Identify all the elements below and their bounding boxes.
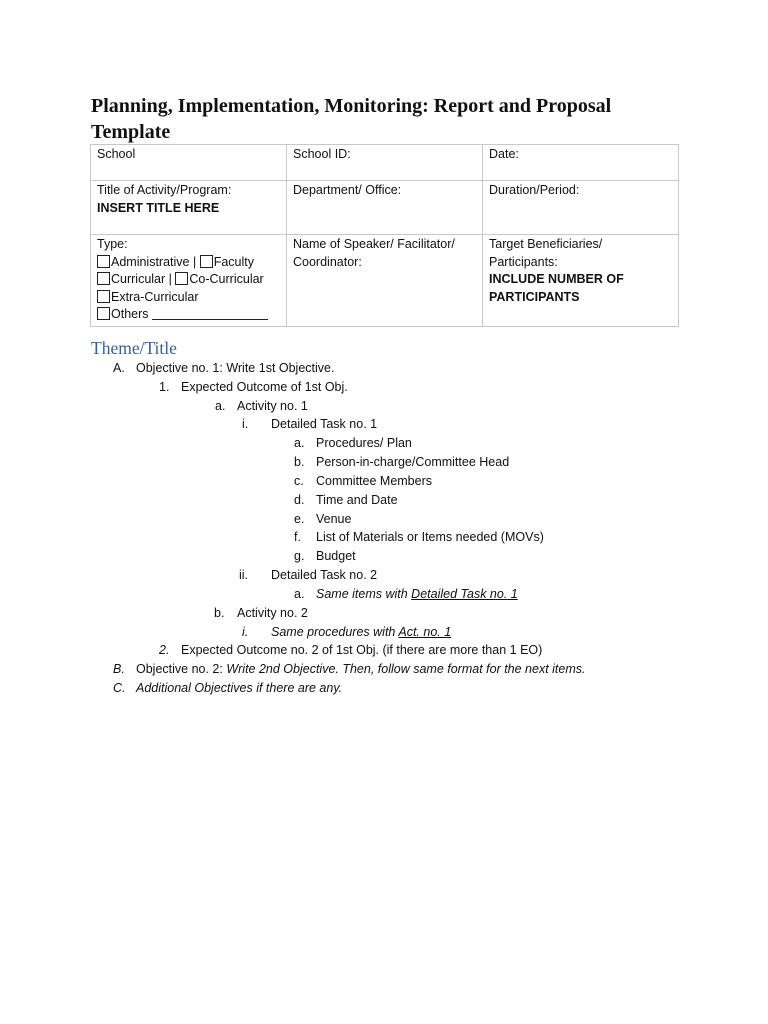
detailed-task-reference: Detailed Task no. 1 — [411, 587, 518, 601]
department-label: Department/ Office: — [293, 183, 402, 197]
table-row — [91, 235, 679, 327]
list-marker: e. — [294, 512, 305, 526]
school-label: School — [97, 147, 136, 161]
list-marker: C. — [113, 681, 126, 695]
list-item-text — [271, 623, 451, 641]
list-item-text: Expected Outcome of 1st Obj. — [181, 380, 348, 394]
list-marker: d. — [294, 493, 305, 507]
list-marker: B. — [113, 662, 125, 676]
list-marker: g. — [294, 549, 305, 563]
others-checkbox[interactable] — [97, 307, 110, 320]
speaker-cell[interactable] — [287, 235, 483, 327]
list-item-text: Activity no. 1 — [237, 399, 308, 413]
duration-cell[interactable] — [483, 181, 679, 235]
list-item-text — [136, 660, 586, 678]
title-value: INSERT TITLE HERE — [97, 200, 220, 215]
list-marker: b. — [294, 455, 305, 469]
list-item-text — [316, 585, 518, 603]
others-label: Others — [111, 307, 149, 321]
extra-curricular-label: Extra-Curricular — [111, 289, 199, 304]
others-blank-field[interactable] — [152, 307, 268, 320]
document-title: Planning, Implementation, Monitoring: Report and Proposal Template — [91, 95, 612, 143]
table-row — [91, 145, 679, 181]
school-id-label: School ID: — [293, 147, 351, 161]
type-label: Type: — [97, 237, 128, 251]
list-item-text: Venue — [316, 512, 352, 526]
objective-2-prefix: Objective no. 2: — [136, 662, 227, 676]
target-cell[interactable] — [483, 235, 679, 327]
list-marker: a. — [294, 436, 305, 450]
list-item-text: Person-in-charge/Committee Head — [316, 455, 510, 469]
activity-reference: Act. no. 1 — [398, 625, 452, 639]
target-value: INCLUDE NUMBER OF PARTICIPANTS — [489, 272, 624, 304]
speaker-label: Name of Speaker/ Facilitator/ Coordinator: — [293, 237, 455, 269]
type-cell — [91, 235, 287, 327]
list-marker: i. — [242, 417, 249, 431]
list-item-text: Committee Members — [316, 474, 432, 488]
faculty-checkbox[interactable] — [200, 255, 213, 268]
date-label: Date: — [489, 147, 519, 161]
extra-curricular-checkbox[interactable] — [97, 290, 110, 303]
same-items-prefix: Same items with — [316, 587, 412, 601]
list-marker: b. — [214, 606, 225, 620]
list-item-text: Time and Date — [316, 493, 398, 507]
list-item-text: Objective no. 1: Write 1st Objective. — [136, 361, 335, 375]
school-cell[interactable] — [91, 145, 287, 181]
list-marker: ii. — [239, 568, 249, 582]
list-marker: A. — [113, 361, 125, 375]
list-marker: c. — [294, 474, 304, 488]
info-table — [90, 144, 679, 327]
objective-2-instruction: Write 2nd Objective. Then, follow same format for the next items. — [226, 662, 586, 676]
duration-label: Duration/Period: — [489, 183, 580, 197]
list-marker: a. — [215, 399, 226, 413]
faculty-label: Faculty — [213, 254, 254, 269]
list-marker: a. — [294, 587, 305, 601]
list-item-text: List of Materials or Items needed (MOVs) — [316, 530, 544, 544]
list-item-text: Detailed Task no. 2 — [271, 568, 378, 582]
co-curricular-checkbox[interactable] — [175, 272, 188, 285]
curricular-label: Curricular | — [111, 272, 172, 286]
co-curricular-label: Co-Curricular — [189, 272, 264, 286]
list-item-text: Activity no. 2 — [237, 606, 308, 620]
list-item-text: Additional Objectives if there are any. — [136, 681, 343, 695]
list-marker: 2. — [159, 643, 170, 657]
target-label: Target Beneficiaries/ Participants: — [489, 237, 603, 269]
list-marker: 1. — [159, 380, 170, 394]
administrative-checkbox[interactable] — [97, 255, 110, 268]
list-item-text: Expected Outcome no. 2 of 1st Obj. (if there are more than 1 EO) — [181, 643, 543, 657]
date-cell[interactable] — [483, 145, 679, 181]
curricular-checkbox[interactable] — [97, 272, 110, 285]
administrative-label: Administrative | — [111, 254, 197, 269]
list-item-text: Detailed Task no. 1 — [271, 417, 378, 431]
theme-heading: Theme/Title — [91, 338, 177, 358]
school-id-cell[interactable] — [287, 145, 483, 181]
table-row — [91, 181, 679, 235]
same-procedures-prefix: Same procedures with — [271, 625, 399, 639]
list-item-text: Procedures/ Plan — [316, 436, 412, 450]
list-marker: f. — [294, 530, 301, 544]
title-cell[interactable] — [91, 181, 287, 235]
list-item-text: Budget — [316, 549, 356, 563]
list-marker: i. — [242, 625, 249, 639]
department-cell[interactable] — [287, 181, 483, 235]
title-label: Title of Activity/Program: — [97, 183, 232, 197]
